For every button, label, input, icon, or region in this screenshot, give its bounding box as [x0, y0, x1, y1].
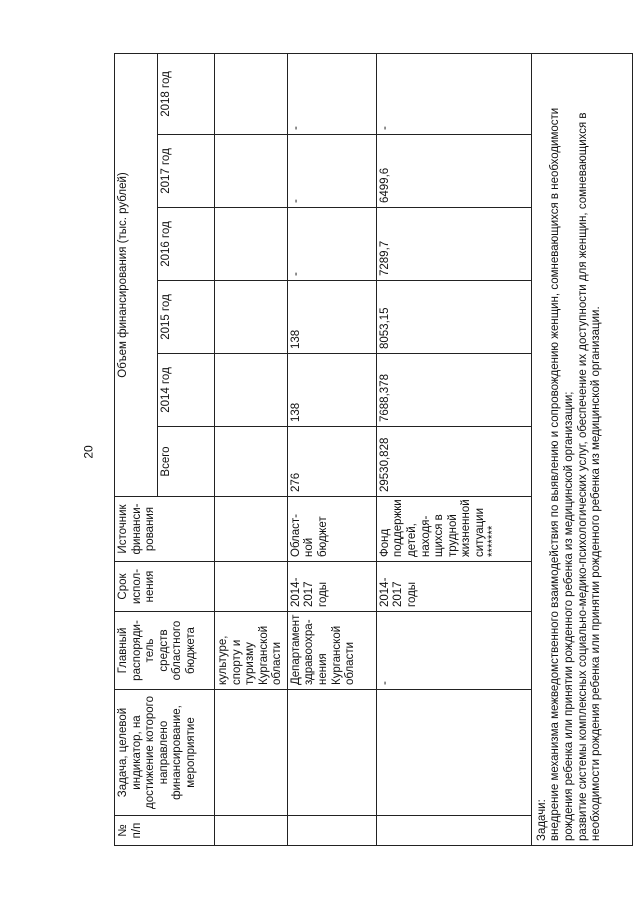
cell-task: [376, 690, 531, 816]
tasks-title: Задачи:: [535, 799, 548, 841]
task-item: развитие системы комплексных социально-медико-психологических услуг, обеспечение их доступности для женщин, сомневающихся в необходимости рождения ребенка или принятии рожденного ребенка из медицинской организации.: [576, 112, 603, 841]
header-year: 2014 год: [158, 354, 215, 427]
cell-manager: культуре, спорту и туризму Курганской области: [215, 612, 288, 690]
financing-table: [114, 53, 633, 846]
header-volume: Объем финансирования (тыс. рублей): [115, 53, 158, 496]
cell-year: 138: [287, 281, 376, 354]
rotated-page-content: [114, 54, 609, 846]
page-number: 20: [81, 445, 96, 459]
header-term: Срок испол-нения: [115, 562, 215, 612]
cell-term: 2014-2017 годы: [287, 562, 376, 612]
cell-year: 138: [287, 354, 376, 427]
header-year: 2016 год: [158, 208, 215, 281]
cell-year: 6499,6: [376, 135, 531, 208]
header-manager: Главный распоряди-тель средств областного бюджета: [115, 612, 215, 690]
cell-year: -: [376, 53, 531, 134]
cell-year: -: [287, 53, 376, 134]
header-num: № п/п: [115, 816, 215, 846]
cell-year: [215, 135, 288, 208]
table-row: [215, 53, 288, 845]
header-row: [115, 53, 158, 845]
cell-year: 7688,378: [376, 354, 531, 427]
cell-num: [376, 816, 531, 846]
cell-term: 2014-2017 годы: [376, 562, 531, 612]
cell-source: Област-ной бюджет: [287, 497, 376, 562]
cell-year: [215, 354, 288, 427]
header-year: 2018 год: [158, 53, 215, 134]
header-source: Источник финанси-рования: [115, 497, 215, 562]
cell-task: [287, 690, 376, 816]
header-task: Задача, целевой индикатор, на достижение которого направлено финансирование, мероприятие: [115, 690, 215, 816]
cell-total: 29530,828: [376, 427, 531, 497]
cell-year: [215, 208, 288, 281]
cell-source: [215, 497, 288, 562]
cell-term: [215, 562, 288, 612]
task-item: внедрение механизма межведомственного взаимодействия по выявлению и сопровождению женщин, сомневающихся в необходимости рождения ребенка или принятии рожденного ребенка из медицинской организации;: [549, 107, 575, 841]
tasks-row: [531, 53, 632, 845]
cell-total: [215, 427, 288, 497]
header-year: 2017 год: [158, 135, 215, 208]
cell-manager: -: [376, 612, 531, 690]
cell-year: [215, 53, 288, 134]
cell-year: [215, 281, 288, 354]
header-year: 2015 год: [158, 281, 215, 354]
cell-num: [215, 816, 288, 846]
cell-total: 276: [287, 427, 376, 497]
tasks-cell: [531, 53, 632, 845]
table-row: [376, 53, 531, 845]
cell-manager: Департамент здравоохра-нения Курганской области: [287, 612, 376, 690]
table-row: [287, 53, 376, 845]
cell-source: Фонд поддержки детей, находя-щихся в трудной жизненной ситуации *******: [376, 497, 531, 562]
cell-year: -: [287, 135, 376, 208]
cell-num: [287, 816, 376, 846]
cell-task: [215, 690, 288, 816]
cell-year: 7289,7: [376, 208, 531, 281]
cell-year: -: [287, 208, 376, 281]
header-total: Всего: [158, 427, 215, 497]
cell-year: 8053,15: [376, 281, 531, 354]
